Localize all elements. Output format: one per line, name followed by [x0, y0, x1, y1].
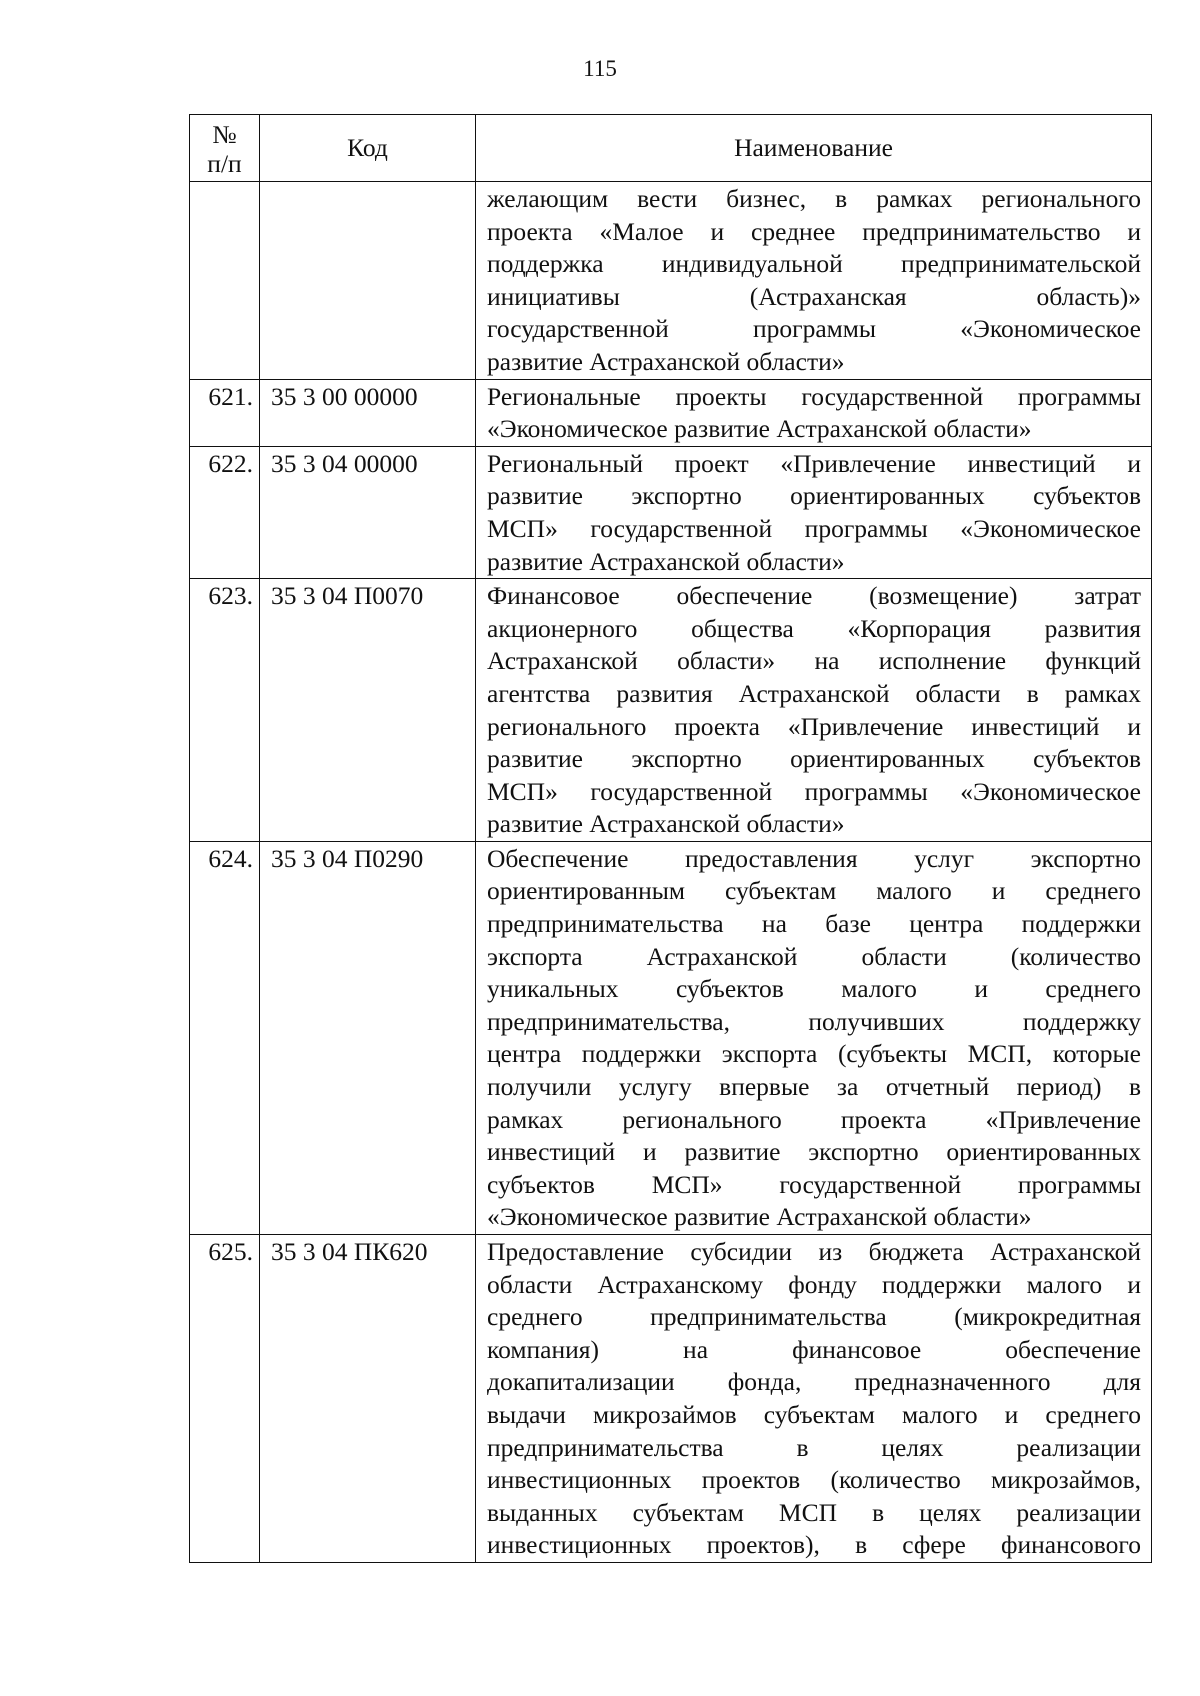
header-name: Наименование	[476, 115, 1152, 182]
row-name-line: ориентированным субъектам малого и среднего	[487, 876, 1141, 906]
table-row	[190, 446, 1152, 578]
row-name-line: компания) на финансовое обеспечение	[487, 1334, 1141, 1364]
table-row	[190, 182, 1152, 380]
header-number-label: № п/п	[207, 120, 242, 178]
row-number: 625.	[190, 1235, 260, 1563]
row-name-line: выданных субъектам МСП в целях реализации	[487, 1497, 1141, 1527]
header-row	[190, 115, 1152, 182]
row-name	[476, 446, 1152, 578]
table-row	[190, 379, 1152, 446]
row-name-line: инвестиционных проектов), в сфере финансового	[487, 1530, 1141, 1560]
row-name-line: Обеспечение предоставления услуг экспортно	[487, 843, 1141, 873]
row-name-line: акционерного общества «Корпорация развития	[487, 613, 1141, 643]
row-name-line: желающим вести бизнес, в рамках регионального	[487, 184, 1141, 213]
row-code: 35 3 04 П0290	[260, 841, 476, 1234]
header-code: Код	[260, 115, 476, 182]
header-number	[190, 115, 260, 182]
row-name-line: Региональные проекты государственной программы	[487, 381, 1141, 411]
row-name-line: инвестиций и развитие экспортно ориентированных	[487, 1137, 1141, 1167]
row-name-line: предпринимательства, получивших поддержку	[487, 1006, 1141, 1036]
row-name	[476, 379, 1152, 446]
row-name-line: «Экономическое развитие Астраханской области»	[487, 414, 1032, 444]
row-code: 35 3 04 ПК620	[260, 1235, 476, 1563]
row-name-line: регионального проекта «Привлечение инвестиций и	[487, 711, 1141, 741]
row-name-line: центра поддержки экспорта (субъекты МСП, которые	[487, 1039, 1141, 1069]
table-row	[190, 1235, 1152, 1563]
row-name-line: проекта «Малое и среднее предпринимательство и	[487, 216, 1141, 246]
row-name	[476, 579, 1152, 842]
table-header	[190, 115, 1152, 182]
row-name	[476, 1235, 1152, 1563]
row-code: 35 3 04 П0070	[260, 579, 476, 842]
row-name-line: области Астраханскому фонду поддержки малого и	[487, 1269, 1141, 1299]
row-name-line: Финансовое обеспечение (возмещение) затрат	[487, 581, 1141, 611]
row-name-line: развитие Астраханской области»	[487, 346, 845, 376]
row-name-line: МСП» государственной программы «Экономическое	[487, 513, 1141, 543]
row-name-line: предпринимательства в целях реализации	[487, 1432, 1141, 1462]
classification-table	[189, 114, 1152, 1563]
row-name-line: рамках регионального проекта «Привлечение	[487, 1104, 1141, 1134]
row-name-line: инвестиционных проектов (количество микрозаймов,	[487, 1465, 1141, 1495]
row-name	[476, 182, 1152, 380]
row-name-line: развитие экспортно ориентированных субъектов	[487, 744, 1141, 774]
row-name-line: развитие экспортно ориентированных субъектов	[487, 481, 1141, 511]
row-number	[190, 182, 260, 380]
row-name	[476, 841, 1152, 1234]
row-name-line: Предоставление субсидии из бюджета Астраханской	[487, 1237, 1141, 1266]
row-name-line: развитие Астраханской области»	[487, 546, 845, 576]
row-name-line: «Экономическое развитие Астраханской области»	[487, 1202, 1032, 1232]
row-name-line: среднего предпринимательства (микрокредитная	[487, 1302, 1141, 1332]
row-code	[260, 182, 476, 380]
row-name-line: субъектов МСП» государственной программы	[487, 1169, 1141, 1199]
row-number: 621.	[190, 379, 260, 446]
table-body	[190, 182, 1152, 1563]
row-name-line: уникальных субъектов малого и среднего	[487, 974, 1141, 1004]
row-number: 623.	[190, 579, 260, 842]
row-name-line: поддержка индивидуальной предпринимательской	[487, 249, 1141, 279]
row-name-line: получили услугу впервые за отчетный период) в	[487, 1072, 1141, 1102]
row-number: 622.	[190, 446, 260, 578]
table-row	[190, 579, 1152, 842]
row-name-line: экспорта Астраханской области (количество	[487, 941, 1141, 971]
row-name-line: Региональный проект «Привлечение инвестиций и	[487, 448, 1141, 478]
row-name-line: выдачи микрозаймов субъектам малого и среднего	[487, 1399, 1141, 1429]
row-name-line: агентства развития Астраханской области в рамках	[487, 678, 1141, 708]
row-name-line: докапитализации фонда, предназначенного для	[487, 1367, 1141, 1397]
row-name-line: МСП» государственной программы «Экономическое	[487, 776, 1141, 806]
row-number: 624.	[190, 841, 260, 1234]
page-number: 115	[583, 56, 617, 81]
row-code: 35 3 04 00000	[260, 446, 476, 578]
table-row	[190, 841, 1152, 1234]
row-name-line: Астраханской области» на исполнение функций	[487, 646, 1141, 676]
row-name-line: предпринимательства на базе центра поддержки	[487, 909, 1141, 939]
row-code: 35 3 00 00000	[260, 379, 476, 446]
row-name-line: государственной программы «Экономическое	[487, 314, 1141, 344]
row-name-line: развитие Астраханской области»	[487, 809, 845, 839]
row-name-line: инициативы (Астраханская область)»	[487, 281, 1141, 311]
